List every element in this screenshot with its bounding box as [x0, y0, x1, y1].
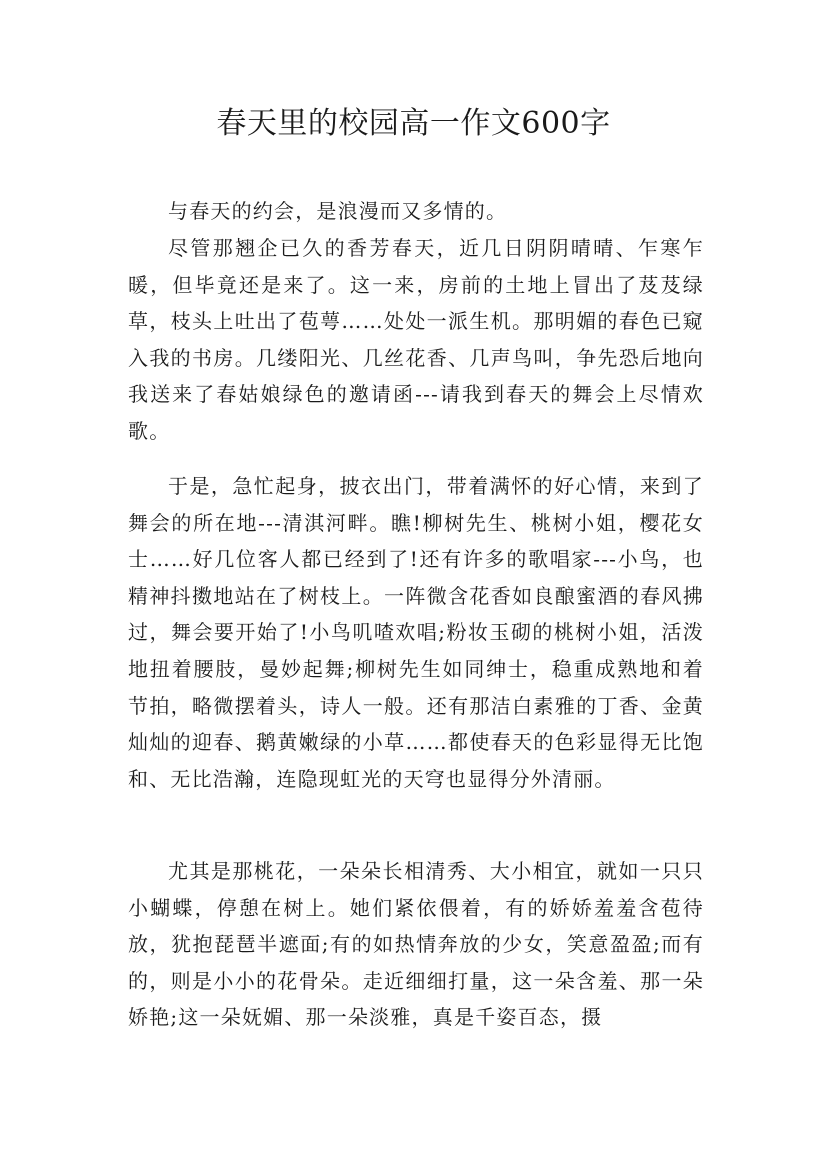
paragraph-1: 与春天的约会，是浪漫而又多情的。 [168, 199, 508, 223]
paragraph-2: 尽管那翘企已久的香芳春天，近几日阴阴晴晴、乍寒乍暖，但毕竟还是来了。这一来，房前的土地上冒出了芨芨绿草，枝头上吐出了苞萼……处处一派生机。那明媚的春色已窥入我的书房。几缕阳光、几丝花香、几声鸟叫，争先恐后地向我送来了春姑娘绿色的邀请函---请我到春天的舞会上尽情欢歌。 [128, 236, 704, 443]
document-title: 春天里的校园高一作文600字 [216, 106, 611, 141]
paragraph-3: 于是，急忙起身，披衣出门，带着满怀的好心情，来到了舞会的所在地---清淇河畔。瞧!柳树先生、桃树小姐，樱花女士……好几位客人都已经到了!还有许多的歌唱家---小鸟，也精神抖擞地站在了树枝上。一阵微含花香如良酿蜜酒的春风拂过，舞会要开始了!小鸟叽喳欢唱;粉妆玉砌的桃树小姐，活泼地扭着腰肢，曼妙起舞;柳树先生如同绅士，稳重成熟地和着节拍，略微摆着头，诗人一般。还有那洁白素雅的丁香、金黄灿灿的迎春、鹅黄嫩绿的小草……都使春天的色彩显得无比饱和、无比浩瀚，连隐现虹光的天穹也显得分外清丽。 [128, 474, 704, 791]
paragraph-4: 尤其是那桃花，一朵朵长相清秀、大小相宜，就如一只只小蝴蝶，停憩在树上。她们紧依偎着，有的娇娇羞羞含苞待放，犹抱琵琶半遮面;有的如热情奔放的少女，笑意盈盈;而有的，则是小小的花骨朵。走近细细打量，这一朵含羞、那一朵娇艳;这一朵妩媚、那一朵淡雅，真是千姿百态，摄 [128, 859, 704, 1030]
